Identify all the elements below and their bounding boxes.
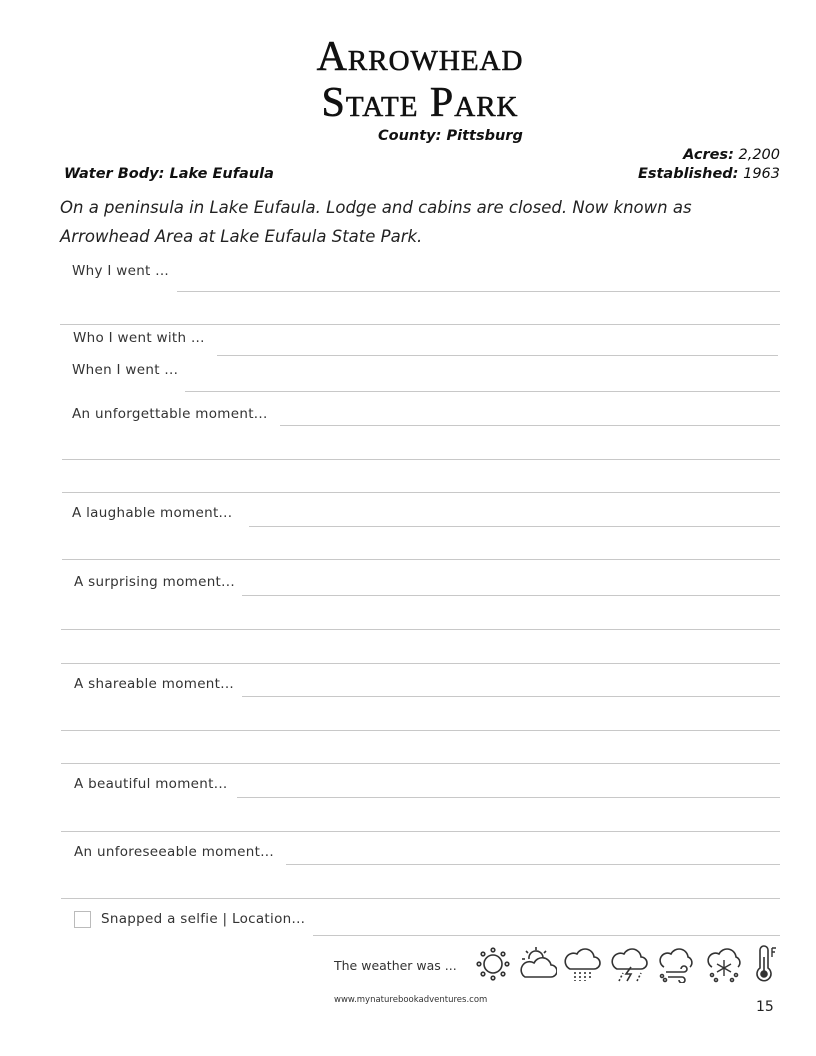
- prompt-shareable-label: A shareable moment...: [74, 676, 235, 692]
- prompt-who-label: Who I went with ...: [73, 330, 205, 346]
- prompt-beautiful-line[interactable]: [237, 797, 780, 798]
- acres-info: [683, 147, 780, 163]
- partly-cloudy-icon[interactable]: [517, 945, 557, 983]
- prompt-surprising-line[interactable]: [242, 595, 780, 596]
- selfie-checkbox[interactable]: [74, 911, 91, 928]
- prompt-unforeseeable-label: An unforeseeable moment...: [74, 844, 274, 860]
- prompt-unforgettable-line[interactable]: [280, 425, 780, 426]
- prompt-why-line[interactable]: [177, 291, 780, 292]
- prompt-why-label: Why I went ...: [72, 263, 170, 279]
- prompt-when-line[interactable]: [185, 391, 780, 392]
- acres-value: 2,200: [738, 147, 780, 163]
- prompt-beautiful-label: A beautiful moment...: [74, 776, 228, 792]
- prompt-laughable-label: A laughable moment...: [72, 505, 233, 521]
- prompt-surprising-label: A surprising moment...: [74, 574, 235, 590]
- prompt-surprising-line-3[interactable]: [61, 663, 780, 664]
- prompt-laughable-line-2[interactable]: [62, 559, 780, 560]
- prompt-surprising-line-2[interactable]: [61, 629, 780, 630]
- thermometer-icon[interactable]: [750, 945, 782, 983]
- prompt-unforgettable-line-3[interactable]: [62, 492, 780, 493]
- established-label: Established:: [637, 166, 739, 182]
- prompt-shareable-line[interactable]: [242, 696, 780, 697]
- page-number: 15: [756, 999, 774, 1015]
- prompt-who-line[interactable]: [217, 355, 778, 356]
- county-label: County:: [378, 128, 442, 144]
- rain-icon[interactable]: [562, 945, 602, 983]
- weather-label: The weather was ...: [334, 958, 457, 973]
- park-description: [60, 193, 760, 251]
- snow-icon[interactable]: [704, 945, 744, 983]
- description-line-2: Arrowhead Area at Lake Eufaula State Park.: [60, 227, 423, 246]
- page-title: [0, 34, 816, 80]
- prompt-beautiful-line-2[interactable]: [61, 831, 780, 832]
- selfie-location-line[interactable]: [313, 935, 780, 936]
- water-body-label: Water Body:: [64, 166, 165, 182]
- established-value: 1963: [743, 166, 780, 182]
- footer-url: www.mynaturebookadventures.com: [334, 995, 488, 1005]
- established-info: [638, 166, 780, 182]
- prompt-shareable-line-3[interactable]: [61, 763, 780, 764]
- prompt-when-label: When I went ...: [72, 362, 179, 378]
- prompt-why-line-2[interactable]: [60, 324, 780, 325]
- windy-icon[interactable]: [656, 945, 696, 983]
- prompt-unforeseeable-line-2[interactable]: [61, 898, 780, 899]
- prompt-unforeseeable-line[interactable]: [286, 864, 780, 865]
- page-title-line-2: [0, 80, 816, 126]
- title-line-2: State Park: [321, 80, 519, 126]
- water-body-value: Lake Eufaula: [169, 166, 274, 182]
- county-value: Pittsburg: [446, 128, 523, 144]
- selfie-label: Snapped a selfie | Location...: [101, 911, 306, 927]
- prompt-shareable-line-2[interactable]: [61, 730, 780, 731]
- water-body-info: [64, 166, 274, 182]
- prompt-unforgettable-line-2[interactable]: [62, 459, 780, 460]
- description-line-1: On a peninsula in Lake Eufaula. Lodge and cabins are closed. Now known as: [60, 198, 692, 217]
- title-line-1: Arrowhead: [316, 34, 524, 80]
- sun-icon[interactable]: [473, 945, 513, 983]
- prompt-unforgettable-label: An unforgettable moment...: [72, 406, 268, 422]
- prompt-laughable-line[interactable]: [249, 526, 780, 527]
- acres-label: Acres:: [683, 147, 734, 163]
- thunderstorm-icon[interactable]: [609, 945, 649, 983]
- county-info: [378, 128, 523, 144]
